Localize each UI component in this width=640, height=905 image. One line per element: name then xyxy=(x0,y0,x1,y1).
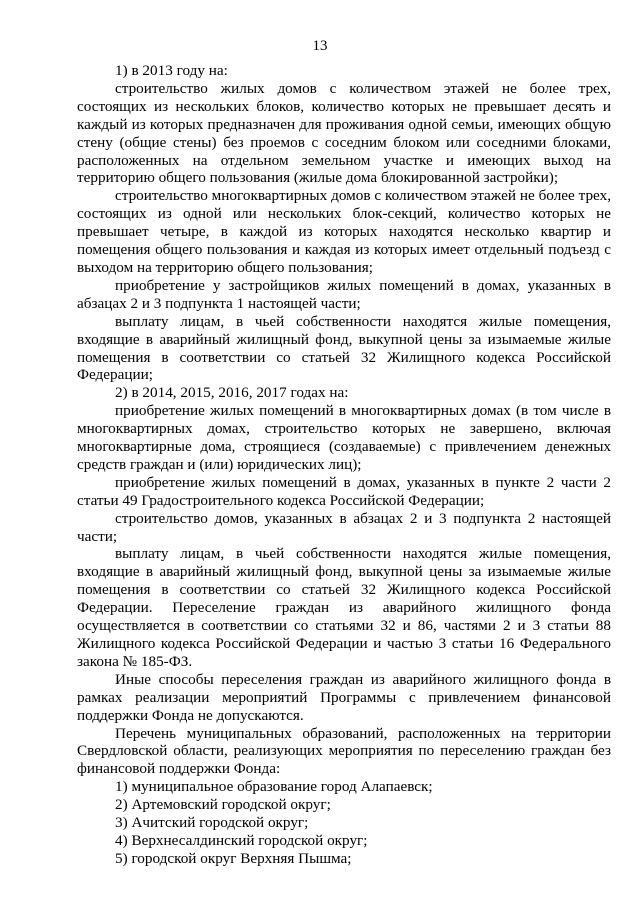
document-body xyxy=(77,62,611,868)
list-item: 4) Верхнесалдинский городской округ; xyxy=(115,831,368,849)
list-item: 3) Ачитский городской округ; xyxy=(115,814,309,832)
paragraph: строительство жилых домов с количеством этажей не более трех, состоящих из нескольких блоков, количество которых не превышает десять и каждый из которых предназначен для проживания одной семьи, имеющих общую стену (общие стены) без проемов с соседним блоком или соседними блоками, расположенных на отдельном земельном участке и имеющих выход на территорию общего пользования (жилые дома блокированной застройки); xyxy=(77,79,611,187)
paragraph: строительство многоквартирных домов с количеством этажей не более трех, состоящих из одной или нескольких блок-секций, количество которых не превышает четыре, в каждой из которых находятся несколько квартир и помещения общего пользования и каждая из которых имеет отдельный подъезд с выходом на территорию общего пользования; xyxy=(77,187,611,276)
paragraph: 1) в 2013 году на: xyxy=(115,62,228,79)
list-item: 2) Артемовский городской округ; xyxy=(115,796,331,814)
paragraph: Перечень муниципальных образований, расположенных на территории Свердловской области, реализующих мероприятия по переселению граждан без финансовой поддержки Фонда: xyxy=(77,724,611,778)
paragraph: приобретение у застройщиков жилых помещений в домах, указанных в абзацах 2 и 3 подпункта 1 настоящей части; xyxy=(77,276,611,312)
paragraph: 2) в 2014, 2015, 2016, 2017 годах на: xyxy=(115,384,349,402)
list-item: 1) муниципальное образование город Алапаевск; xyxy=(115,778,433,796)
page-number: 13 xyxy=(312,38,328,54)
paragraph: Иные способы переселения граждан из аварийного жилищного фонда в рамках реализации мероприятий Программы с привлечением финансовой поддержки Фонда не допускаются. xyxy=(77,670,611,724)
paragraph: выплату лицам, в чьей собственности находятся жилые помещения, входящие в аварийный жилищный фонд, выкупной цены за изымаемые жилые помещения в соответствии со статьей 32 Жилищного кодекса Российской Федерации; xyxy=(77,312,611,384)
paragraph: выплату лицам, в чьей собственности находятся жилые помещения, входящие в аварийный жилищный фонд, выкупной цены за изымаемые жилые помещения в соответствии со статьей 32 Жилищного кодекса Российской Федерации. Переселение граждан из аварийного жилищного фонда осуществляется в соответствии со статьями 32 и 86, частями 2 и 3 статьи 88 Жилищного кодекса Российской Федерации и частью 3 статьи 16 Федерального закона № 185-ФЗ. xyxy=(77,545,611,670)
list-item: 5) городской округ Верхняя Пышма; xyxy=(115,849,352,867)
paragraph: приобретение жилых помещений в домах, указанных в пункте 2 части 2 статьи 49 Градостроительного кодекса Российской Федерации; xyxy=(77,473,611,509)
paragraph: приобретение жилых помещений в многоквартирных домах (в том числе в многоквартирных домах, строительство которых не завершено, включая многоквартирные дома, строящиеся (создаваемые) с привлечением денежных средств граждан и (или) юридических лиц); xyxy=(77,402,611,473)
paragraph: строительство домов, указанных в абзацах 2 и 3 подпункта 2 настоящей части; xyxy=(77,509,611,545)
